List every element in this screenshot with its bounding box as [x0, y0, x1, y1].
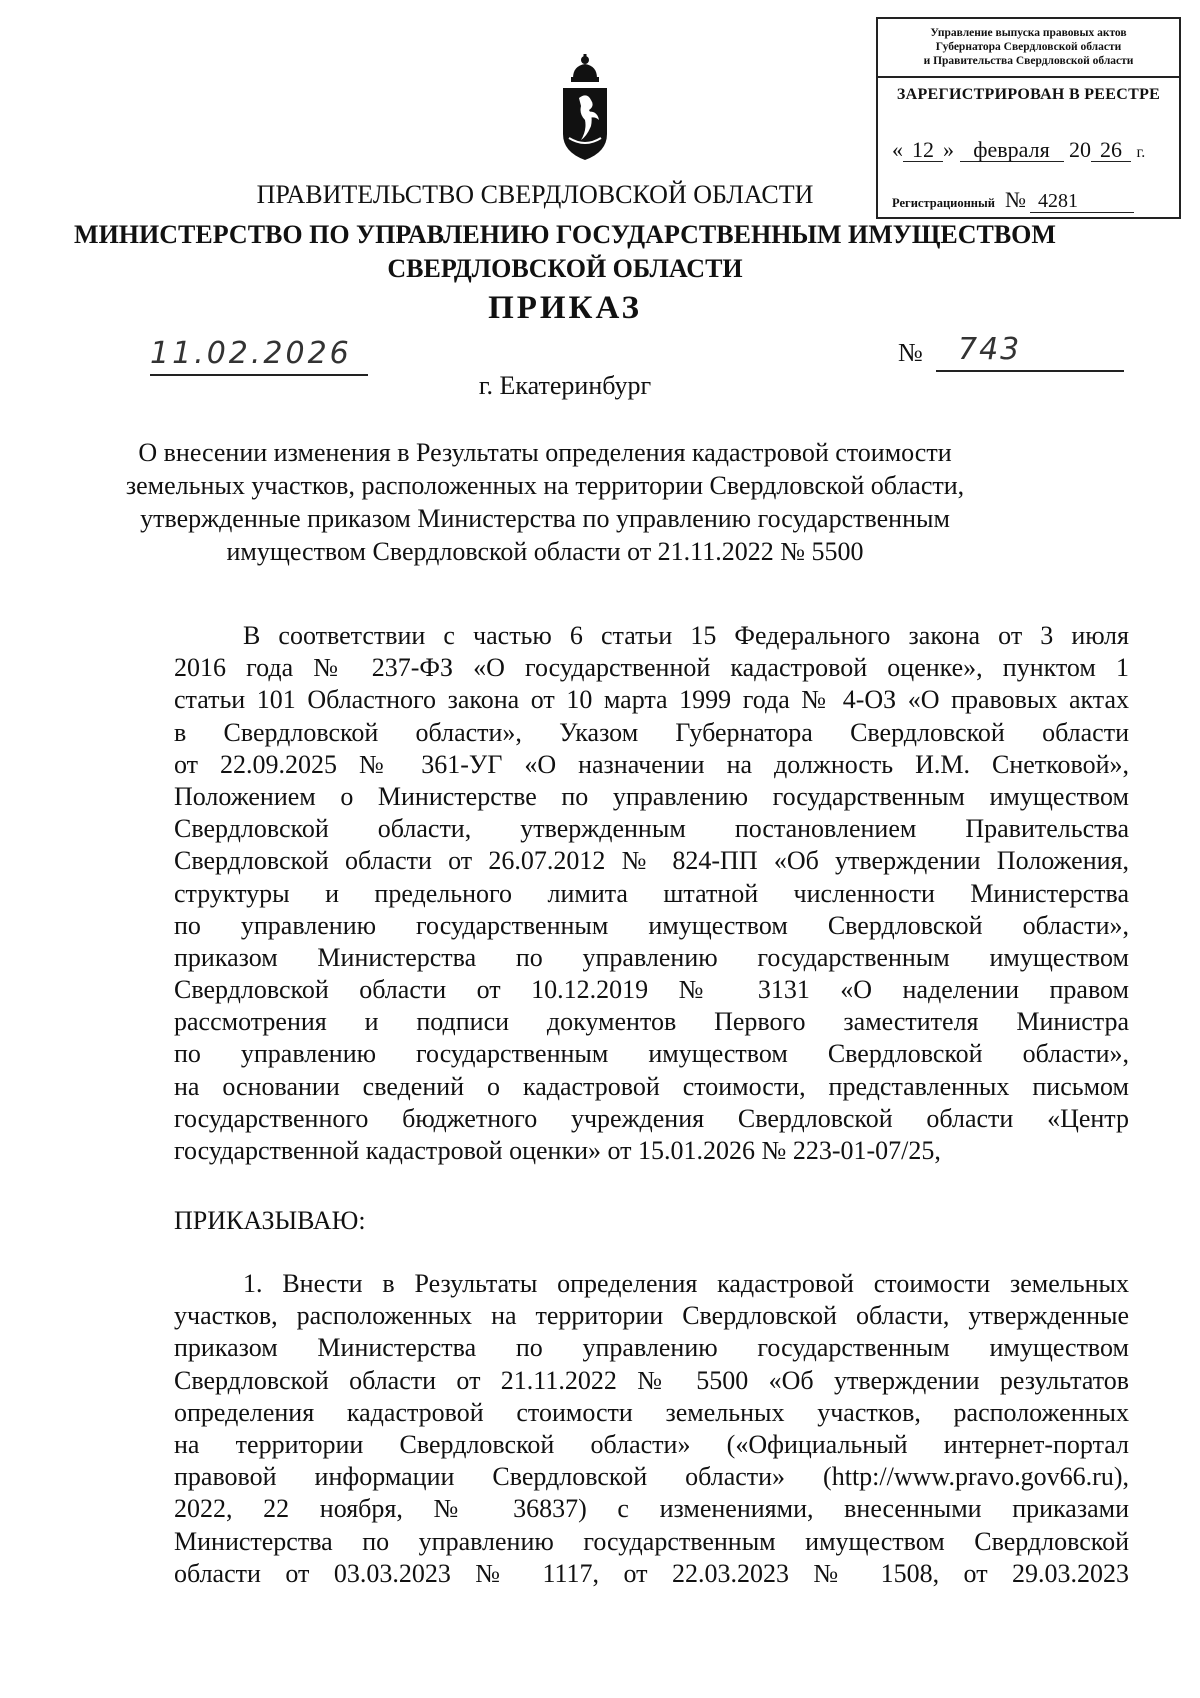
item-1-line: определения кадастровой стоимости земельных участков, расположенных: [174, 1397, 1129, 1427]
stamp-quote-open: «: [892, 137, 903, 162]
preamble-line: Свердловской области от 26.07.2012 № 824-ПП «Об утверждении Положения,: [174, 846, 1129, 876]
document-subject: [0, 436, 1200, 568]
document-number: 743: [936, 330, 1124, 372]
stamp-year-suffix: 26: [1091, 139, 1131, 162]
preamble-line: от 22.09.2025 № 361-УГ «О назначении на должность И.М. Снетковой»,: [174, 749, 1129, 779]
order-word: ПРИКАЗЫВАЮ:: [174, 1206, 366, 1235]
preamble-line: на основании сведений о кадастровой стоимости, представленных письмом: [174, 1071, 1129, 1101]
stamp-header-line: Губернатора Свердловской области: [935, 41, 1122, 53]
item-1-line: Свердловской области от 21.11.2022 № 5500 «Об утверждении результатов: [174, 1365, 1129, 1395]
preamble-line: по управлению государственным имуществом Свердловской области»,: [174, 910, 1129, 940]
ministry-title-line: МИНИСТЕРСТВО ПО УПРАВЛЕНИЮ ГОСУДАРСТВЕННЫМ ИМУЩЕСТВОМ: [74, 220, 1056, 249]
subject-line: имуществом Свердловской области от 21.11.2022 № 5500: [226, 537, 864, 566]
item-1-line: правовой информации Свердловской области» (http://www.pravo.gov66.ru),: [174, 1462, 1129, 1492]
stamp-reg-number: 4281: [1030, 190, 1134, 213]
stamp-header-line: Управление выпуска правовых актов: [930, 27, 1127, 39]
stamp-title: ЗАРЕГИСТРИРОВАН В РЕЕСТРЕ: [896, 86, 1161, 103]
stamp-reg-label: Регистрационный: [892, 196, 995, 210]
subject-line: земельных участков, расположенных на территории Свердловской области,: [125, 471, 965, 500]
stamp-number-sign: №: [1004, 187, 1026, 212]
preamble-line: государственного бюджетного учреждения Свердловской области «Центр: [174, 1103, 1129, 1133]
coat-of-arms-icon: [557, 54, 613, 164]
item-1-line: приказом Министерства по управлению государственным имуществом: [174, 1333, 1129, 1363]
stamp-year-prefix: 20: [1069, 137, 1091, 162]
stamp-day: 12: [903, 139, 943, 162]
item-1-line: 1. Внести в Результаты определения кадастровой стоимости земельных: [243, 1269, 1129, 1298]
stamp-date: [892, 137, 1145, 163]
preamble-line: государственной кадастровой оценки» от 15.01.2026 № 223-01-07/25,: [174, 1136, 941, 1165]
document-type: ПРИКАЗ: [488, 290, 642, 326]
item-1-line: 2022, 22 ноября, № 36837) с изменениями, внесенными приказами: [174, 1494, 1129, 1524]
ministry-title-line: СВЕРДЛОВСКОЙ ОБЛАСТИ: [387, 254, 743, 283]
preamble-line: статьи 101 Областного закона от 10 марта 1999 года № 4-ОЗ «О правовых актах: [174, 685, 1129, 715]
preamble-line: 2016 года № 237-ФЗ «О государственной кадастровой оценке», пунктом 1: [174, 653, 1129, 683]
item-1-line: на территории Свердловской области» («Официальный интернет-портал: [174, 1429, 1129, 1459]
preamble-line: приказом Министерства по управлению государственным имуществом: [174, 942, 1129, 972]
preamble-line: В соответствии с частью 6 статьи 15 Федерального закона от 3 июля: [243, 621, 1129, 650]
subject-line: утвержденные приказом Министерства по управлению государственным: [140, 504, 950, 533]
stamp-month: февраля: [960, 139, 1064, 162]
preamble-paragraph: [174, 620, 1129, 1167]
stamp-quote-close: »: [943, 137, 954, 162]
preamble-line: в Свердловской области», Указом Губернатора Свердловской области: [174, 717, 1129, 747]
subject-line: О внесении изменения в Результаты определения кадастровой стоимости: [138, 438, 952, 467]
preamble-line: по управлению государственным имуществом Свердловской области»,: [174, 1039, 1129, 1069]
item-1-paragraph: [174, 1268, 1129, 1590]
number-sign: №: [898, 338, 923, 367]
preamble-line: Свердловской области от 10.12.2019 № 3131 «О наделении правом: [174, 975, 1129, 1005]
stamp-year-unit: г.: [1136, 144, 1146, 161]
preamble-line: рассмотрения и подписи документов Первого заместителя Министра: [174, 1007, 1129, 1037]
item-1-line: Министерства по управлению государственным имуществом Свердловской: [174, 1526, 1129, 1556]
preamble-line: Положением о Министерстве по управлению государственным имуществом: [174, 781, 1129, 811]
stamp-header-line: и Правительства Свердловской области: [923, 55, 1134, 67]
item-1-line: области от 03.03.2023 № 1117, от 22.03.2023 № 1508, от 29.03.2023: [174, 1558, 1129, 1588]
ministry-title: [0, 218, 1200, 286]
preamble-line: Свердловской области, утвержденным постановлением Правительства: [174, 814, 1129, 844]
document-date: 11.02.2026: [150, 334, 368, 376]
government-title: ПРАВИТЕЛЬСТВО СВЕРДЛОВСКОЙ ОБЛАСТИ: [256, 180, 814, 209]
stamp-header: [878, 19, 1179, 78]
item-1-line: участков, расположенных на территории Свердловской области, утвержденные: [174, 1301, 1129, 1331]
document-city: г. Екатеринбург: [478, 371, 652, 400]
preamble-line: структуры и предельного лимита штатной численности Министерства: [174, 878, 1129, 908]
